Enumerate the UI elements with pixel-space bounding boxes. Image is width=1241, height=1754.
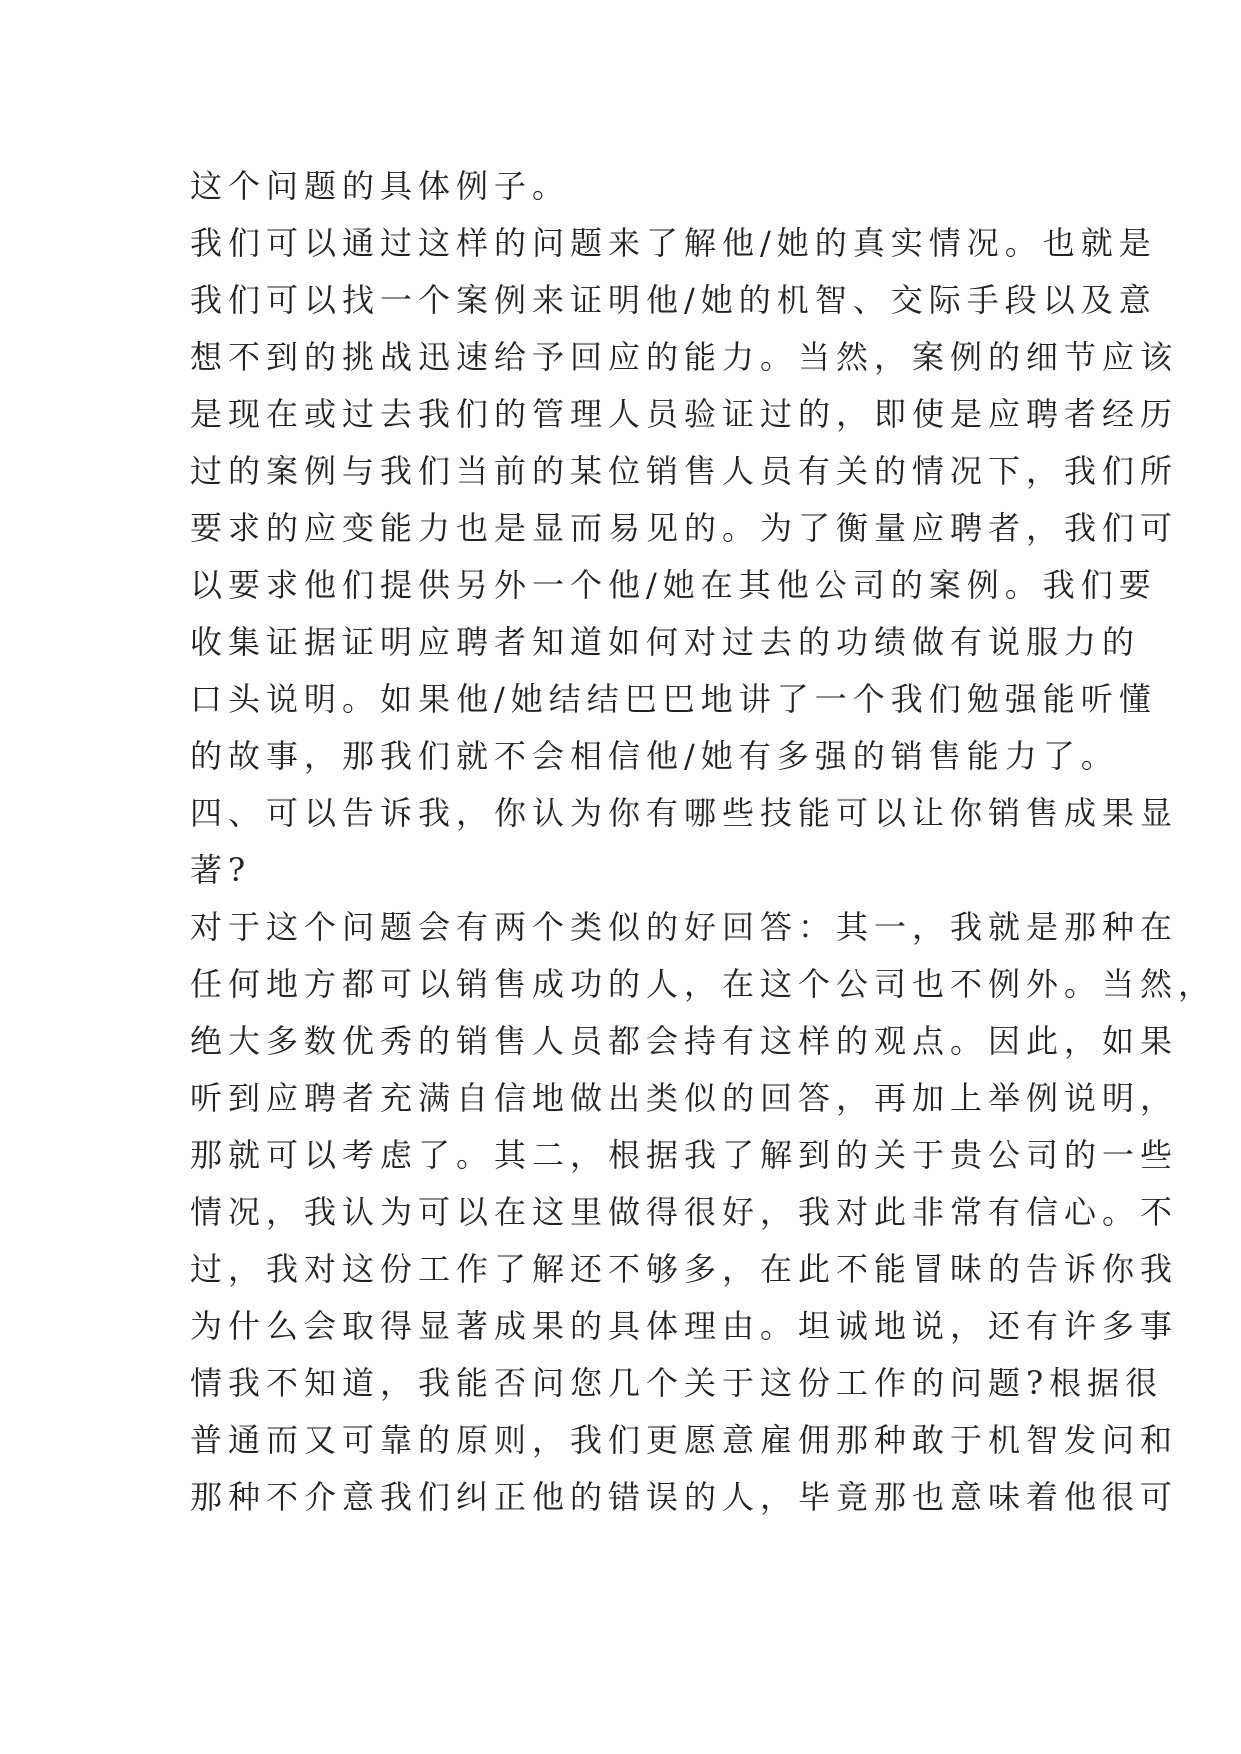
text-line: 收集证据证明应聘者知道如何对过去的功绩做有说服力的 [190, 623, 1141, 661]
text-line: 过的案例与我们当前的某位销售人员有关的情况下，我们所 [190, 452, 1179, 490]
text-line: 情我不知道，我能否问您几个关于这份工作的问题?根据很 [190, 1364, 1164, 1402]
text-line: 任何地方都可以销售成功的人，在这个公司也不例外。当然， [190, 965, 1217, 1003]
text-line: 我们可以通过这样的问题来了解他/她的真实情况。也就是 [190, 224, 1157, 262]
text-line: 的故事，那我们就不会相信他/她有多强的销售能力了。 [190, 737, 1119, 775]
text-line: 要求的应变能力也是显而易见的。为了衡量应聘者，我们可 [190, 509, 1179, 547]
text-line: 普通而又可靠的原则，我们更愿意雇佣那种敢于机智发问和 [190, 1421, 1179, 1459]
section-heading-line: 著? [190, 851, 252, 889]
text-line: 想不到的挑战迅速给予回应的能力。当然，案例的细节应该 [190, 338, 1179, 376]
text-line: 以要求他们提供另外一个他/她在其他公司的案例。我们要 [190, 566, 1157, 604]
text-line: 我们可以找一个案例来证明他/她的机智、交际手段以及意 [190, 281, 1157, 319]
text-line: 绝大多数优秀的销售人员都会持有这样的观点。因此，如果 [190, 1022, 1179, 1060]
text-line: 口头说明。如果他/她结结巴巴地讲了一个我们勉强能听懂 [190, 680, 1157, 718]
text-line: 情况，我认为可以在这里做得很好，我对此非常有信心。不 [190, 1193, 1179, 1231]
body-text [190, 158, 1217, 1526]
text-line: 那就可以考虑了。其二，根据我了解到的关于贵公司的一些 [190, 1136, 1179, 1174]
text-line: 过，我对这份工作了解还不够多，在此不能冒昧的告诉你我 [190, 1250, 1179, 1288]
text-line: 为什么会取得显著成果的具体理由。坦诚地说，还有许多事 [190, 1307, 1179, 1345]
text-line: 那种不介意我们纠正他的错误的人，毕竟那也意味着他很可 [190, 1478, 1179, 1516]
section-heading-line: 四、可以告诉我，你认为你有哪些技能可以让你销售成果显 [190, 794, 1179, 832]
text-line: 这个问题的具体例子。 [190, 167, 571, 205]
text-line: 听到应聘者充满自信地做出类似的回答，再加上举例说明， [190, 1079, 1179, 1117]
text-line: 是现在或过去我们的管理人员验证过的，即使是应聘者经历 [190, 395, 1179, 433]
text-line: 对于这个问题会有两个类似的好回答：其一，我就是那种在 [190, 908, 1179, 946]
